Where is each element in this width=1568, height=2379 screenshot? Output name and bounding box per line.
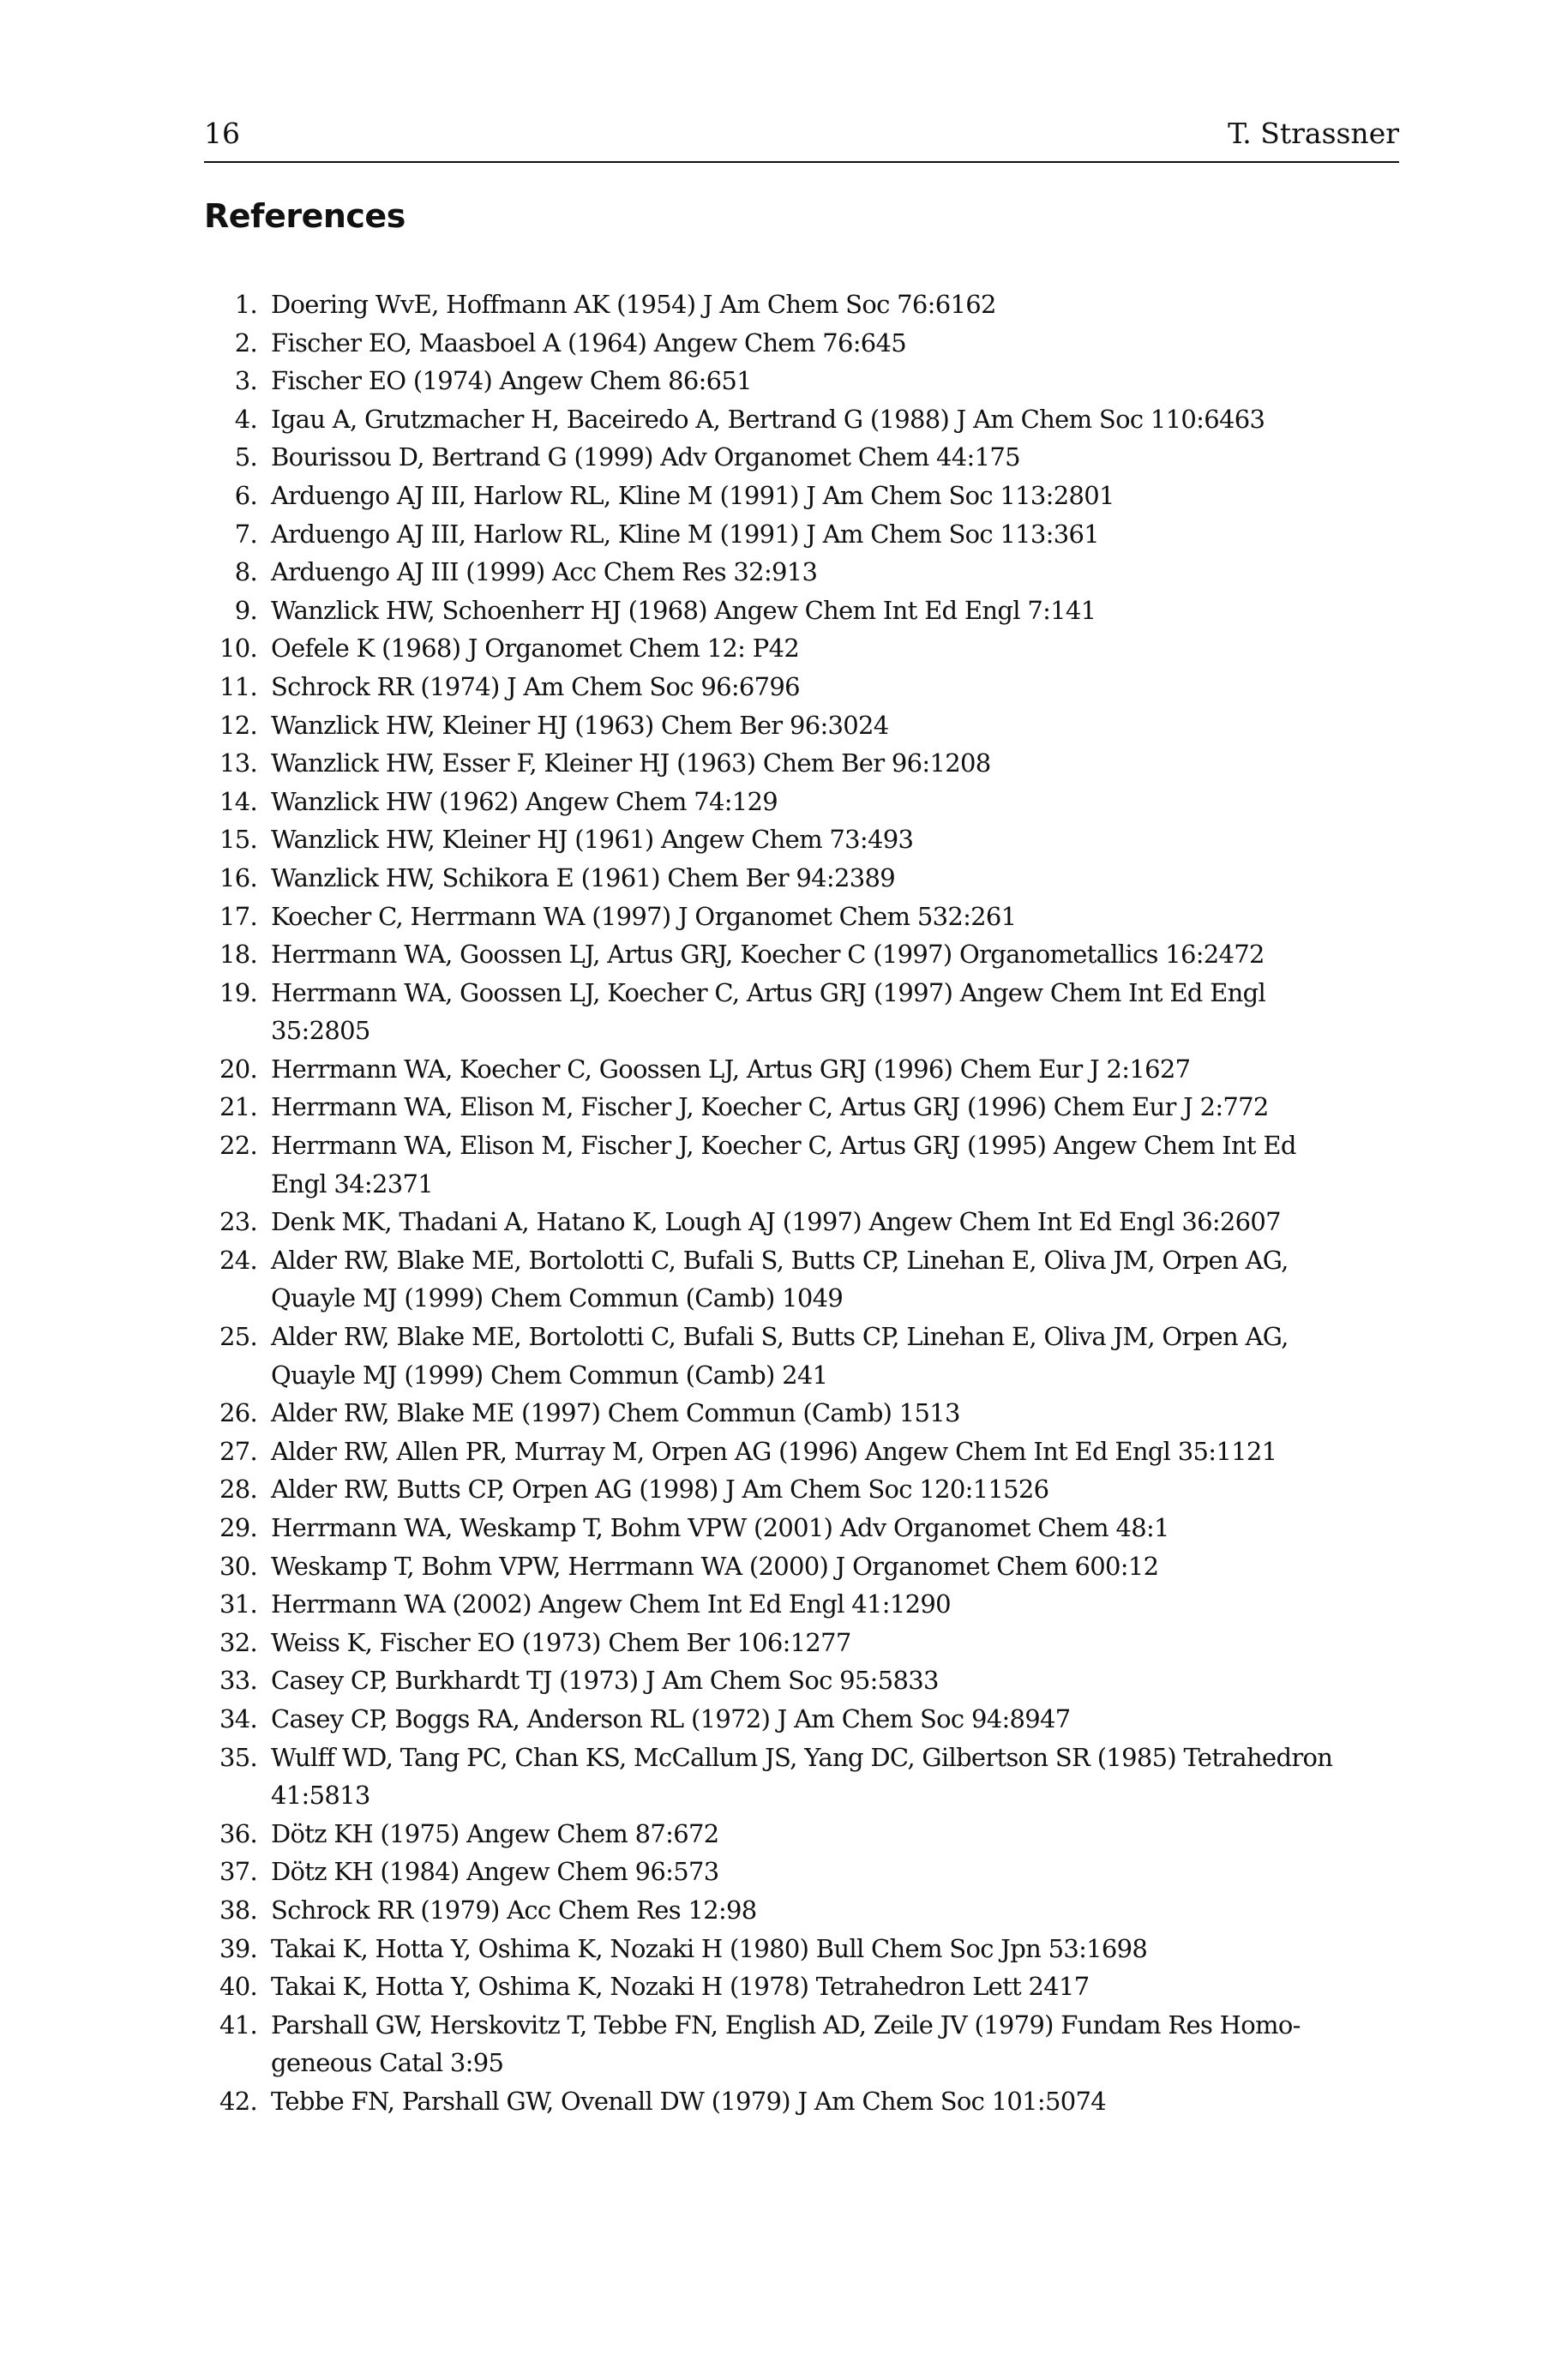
reference-number: 20.: [219, 1054, 257, 1084]
reference-text-line: Doering WvE, Hoffmann AK (1954) J Am Chem Soc 76:6162: [271, 290, 996, 319]
reference-text-line: Schrock RR (1974) J Am Chem Soc 96:6796: [271, 671, 800, 701]
reference-item: [204, 1126, 1399, 1203]
reference-number: 39.: [219, 1933, 257, 1963]
reference-text-line: Herrmann WA (2002) Angew Chem Int Ed Engl 41:1290: [271, 1589, 951, 1619]
reference-number: 8.: [234, 557, 257, 587]
reference-item: [204, 2082, 1399, 2121]
reference-number: 23.: [219, 1207, 257, 1237]
reference-number: 30.: [219, 1551, 257, 1581]
reference-text-line: Quayle MJ (1999) Chem Commun (Camb) 241: [271, 1360, 828, 1390]
reference-text-line: Wanzlick HW, Schoenherr HJ (1968) Angew Chem Int Ed Engl 7:141: [271, 595, 1096, 625]
reference-text-line: Arduengo AJ III (1999) Acc Chem Res 32:913: [271, 557, 818, 587]
reference-item: [204, 859, 1399, 898]
reference-item: [204, 285, 1399, 324]
reference-item: [204, 1433, 1399, 1471]
reference-number: 5.: [234, 442, 257, 472]
reference-item: [204, 974, 1399, 1050]
reference-item: [204, 783, 1399, 821]
reference-number: 1.: [234, 290, 257, 319]
reference-text-line: Arduengo AJ III, Harlow RL, Kline M (1991) J Am Chem Soc 113:361: [271, 519, 1100, 549]
reference-text-line: Quayle MJ (1999) Chem Commun (Camb) 1049: [271, 1283, 844, 1313]
reference-text-line: Herrmann WA, Goossen LJ, Artus GRJ, Koecher C (1997) Organometallics 16:2472: [271, 940, 1265, 970]
reference-text-line: 35:2805: [271, 1016, 370, 1046]
reference-number: 2.: [234, 327, 257, 357]
reference-text-line: Dötz KH (1984) Angew Chem 96:573: [271, 1857, 719, 1887]
reference-item: [204, 1241, 1399, 1318]
reference-text-line: Fischer EO (1974) Angew Chem 86:651: [271, 366, 752, 396]
reference-text-line: Alder RW, Blake ME, Bortolotti C, Bufali S, Butts CP, Linehan E, Oliva JM, Orpen AG,: [271, 1245, 1289, 1275]
reference-item: [204, 935, 1399, 974]
reference-item: [204, 1088, 1399, 1126]
reference-item: [204, 1967, 1399, 2006]
reference-text-line: Dötz KH (1975) Angew Chem 87:672: [271, 1818, 719, 1848]
reference-text-line: Arduengo AJ III, Harlow RL, Kline M (1991) J Am Chem Soc 113:2801: [271, 480, 1114, 510]
reference-number: 27.: [219, 1436, 257, 1466]
reference-item: [204, 1815, 1399, 1853]
reference-number: 19.: [219, 977, 257, 1007]
reference-text-line: Wulff WD, Tang PC, Chan KS, McCallum JS, Yang DC, Gilbertson SR (1985) Tetrahedron: [271, 1742, 1333, 1772]
reference-item: [204, 820, 1399, 859]
reference-item: [204, 2006, 1399, 2082]
reference-text-line: Takai K, Hotta Y, Oshima K, Nozaki H (1980) Bull Chem Soc Jpn 53:1698: [271, 1933, 1148, 1963]
reference-number: 35.: [219, 1742, 257, 1772]
reference-number: 34.: [219, 1703, 257, 1733]
section-title: References: [204, 197, 406, 235]
reference-text-line: Tebbe FN, Parshall GW, Ovenall DW (1979) J Am Chem Soc 101:5074: [271, 2086, 1107, 2116]
reference-text-line: 41:5813: [271, 1781, 370, 1811]
reference-text-line: Denk MK, Thadani A, Hatano K, Lough AJ (1997) Angew Chem Int Ed Engl 36:2607: [271, 1207, 1281, 1237]
reference-text-line: Alder RW, Butts CP, Orpen AG (1998) J Am Chem Soc 120:11526: [271, 1475, 1049, 1505]
reference-number: 3.: [234, 366, 257, 396]
reference-text-line: Bourissou D, Bertrand G (1999) Adv Organomet Chem 44:175: [271, 442, 1020, 472]
reference-item: [204, 1853, 1399, 1891]
reference-text-line: Wanzlick HW, Schikora E (1961) Chem Ber 94:2389: [271, 862, 895, 892]
reference-text-line: Engl 34:2371: [271, 1168, 433, 1199]
reference-number: 4.: [234, 404, 257, 434]
reference-number: 41.: [219, 2010, 257, 2040]
reference-number: 36.: [219, 1818, 257, 1848]
reference-item: [204, 1700, 1399, 1739]
reference-number: 25.: [219, 1322, 257, 1352]
reference-item: [204, 438, 1399, 477]
reference-item: [204, 515, 1399, 554]
reference-text-line: Wanzlick HW, Kleiner HJ (1961) Angew Chem 73:493: [271, 825, 914, 855]
reference-text-line: Parshall GW, Herskovitz T, Tebbe FN, English AD, Zeile JV (1979) Fundam Res Homo-: [271, 2010, 1301, 2040]
reference-number: 15.: [219, 825, 257, 855]
reference-number: 38.: [219, 1895, 257, 1925]
reference-item: [204, 1661, 1399, 1700]
reference-text-line: Herrmann WA, Koecher C, Goossen LJ, Artus GRJ (1996) Chem Eur J 2:1627: [271, 1054, 1191, 1084]
reference-item: [204, 668, 1399, 706]
reference-number: 37.: [219, 1857, 257, 1887]
reference-item: [204, 744, 1399, 783]
reference-text-line: Oefele K (1968) J Organomet Chem 12: P42: [271, 634, 800, 664]
reference-number: 26.: [219, 1398, 257, 1428]
reference-list: [204, 285, 1399, 2121]
reference-item: [204, 1394, 1399, 1433]
reference-item: [204, 629, 1399, 668]
reference-text-line: Weskamp T, Bohm VPW, Herrmann WA (2000) J Organomet Chem 600:12: [271, 1551, 1159, 1581]
reference-number: 17.: [219, 901, 257, 931]
reference-item: [204, 400, 1399, 439]
reference-text-line: Alder RW, Allen PR, Murray M, Orpen AG (1996) Angew Chem Int Ed Engl 35:1121: [271, 1436, 1277, 1466]
page-header: [204, 117, 1399, 163]
reference-number: 32.: [219, 1627, 257, 1657]
reference-item: [204, 1547, 1399, 1586]
reference-text-line: Weiss K, Fischer EO (1973) Chem Ber 106:1277: [271, 1627, 851, 1657]
reference-item: [204, 324, 1399, 363]
reference-item: [204, 1203, 1399, 1241]
reference-text-line: geneous Catal 3:95: [271, 2048, 504, 2078]
reference-number: 6.: [234, 480, 257, 510]
reference-item: [204, 1930, 1399, 1968]
reference-number: 10.: [219, 634, 257, 664]
running-head: T. Strassner: [1228, 117, 1399, 150]
reference-item: [204, 1318, 1399, 1394]
reference-text-line: Herrmann WA, Goossen LJ, Koecher C, Artus GRJ (1997) Angew Chem Int Ed Engl: [271, 977, 1266, 1007]
reference-item: [204, 477, 1399, 515]
reference-item: [204, 1739, 1399, 1815]
reference-item: [204, 362, 1399, 400]
reference-text-line: Wanzlick HW, Kleiner HJ (1963) Chem Ber 96:3024: [271, 710, 889, 740]
reference-number: 31.: [219, 1589, 257, 1619]
reference-text-line: Takai K, Hotta Y, Oshima K, Nozaki H (1978) Tetrahedron Lett 2417: [271, 1972, 1090, 2002]
reference-text-line: Schrock RR (1979) Acc Chem Res 12:98: [271, 1895, 757, 1925]
reference-text-line: Wanzlick HW (1962) Angew Chem 74:129: [271, 786, 778, 816]
reference-number: 29.: [219, 1513, 257, 1542]
reference-item: [204, 592, 1399, 630]
reference-text-line: Herrmann WA, Weskamp T, Bohm VPW (2001) Adv Organomet Chem 48:1: [271, 1513, 1169, 1542]
reference-number: 11.: [219, 671, 257, 701]
reference-item: [204, 1509, 1399, 1547]
reference-number: 18.: [219, 940, 257, 970]
reference-number: 28.: [219, 1475, 257, 1505]
reference-text-line: Casey CP, Boggs RA, Anderson RL (1972) J Am Chem Soc 94:8947: [271, 1703, 1071, 1733]
reference-number: 16.: [219, 862, 257, 892]
reference-number: 22.: [219, 1131, 257, 1161]
reference-number: 14.: [219, 786, 257, 816]
reference-number: 21.: [219, 1092, 257, 1122]
reference-number: 42.: [219, 2086, 257, 2116]
reference-item: [204, 553, 1399, 592]
reference-text-line: Herrmann WA, Elison M, Fischer J, Koecher C, Artus GRJ (1996) Chem Eur J 2:772: [271, 1092, 1269, 1122]
page-number: 16: [204, 117, 240, 150]
reference-text-line: Wanzlick HW, Esser F, Kleiner HJ (1963) Chem Ber 96:1208: [271, 748, 991, 778]
reference-item: [204, 1470, 1399, 1509]
reference-item: [204, 1624, 1399, 1662]
reference-number: 40.: [219, 1972, 257, 2002]
reference-text-line: Casey CP, Burkhardt TJ (1973) J Am Chem Soc 95:5833: [271, 1666, 939, 1696]
reference-number: 24.: [219, 1245, 257, 1275]
reference-text-line: Alder RW, Blake ME, Bortolotti C, Bufali S, Butts CP, Linehan E, Oliva JM, Orpen AG,: [271, 1322, 1289, 1352]
reference-number: 12.: [219, 710, 257, 740]
reference-item: [204, 1891, 1399, 1930]
reference-item: [204, 1050, 1399, 1089]
reference-text-line: Igau A, Grutzmacher H, Baceiredo A, Bertrand G (1988) J Am Chem Soc 110:6463: [271, 404, 1265, 434]
reference-number: 33.: [219, 1666, 257, 1696]
reference-number: 9.: [234, 595, 257, 625]
reference-item: [204, 706, 1399, 745]
reference-text-line: Koecher C, Herrmann WA (1997) J Organomet Chem 532:261: [271, 901, 1017, 931]
reference-item: [204, 1585, 1399, 1624]
reference-number: 13.: [219, 748, 257, 778]
reference-text-line: Alder RW, Blake ME (1997) Chem Commun (Camb) 1513: [271, 1398, 960, 1428]
reference-number: 7.: [234, 519, 257, 549]
reference-text-line: Herrmann WA, Elison M, Fischer J, Koecher C, Artus GRJ (1995) Angew Chem Int Ed: [271, 1131, 1296, 1161]
reference-item: [204, 898, 1399, 936]
reference-text-line: Fischer EO, Maasboel A (1964) Angew Chem 76:645: [271, 327, 907, 357]
